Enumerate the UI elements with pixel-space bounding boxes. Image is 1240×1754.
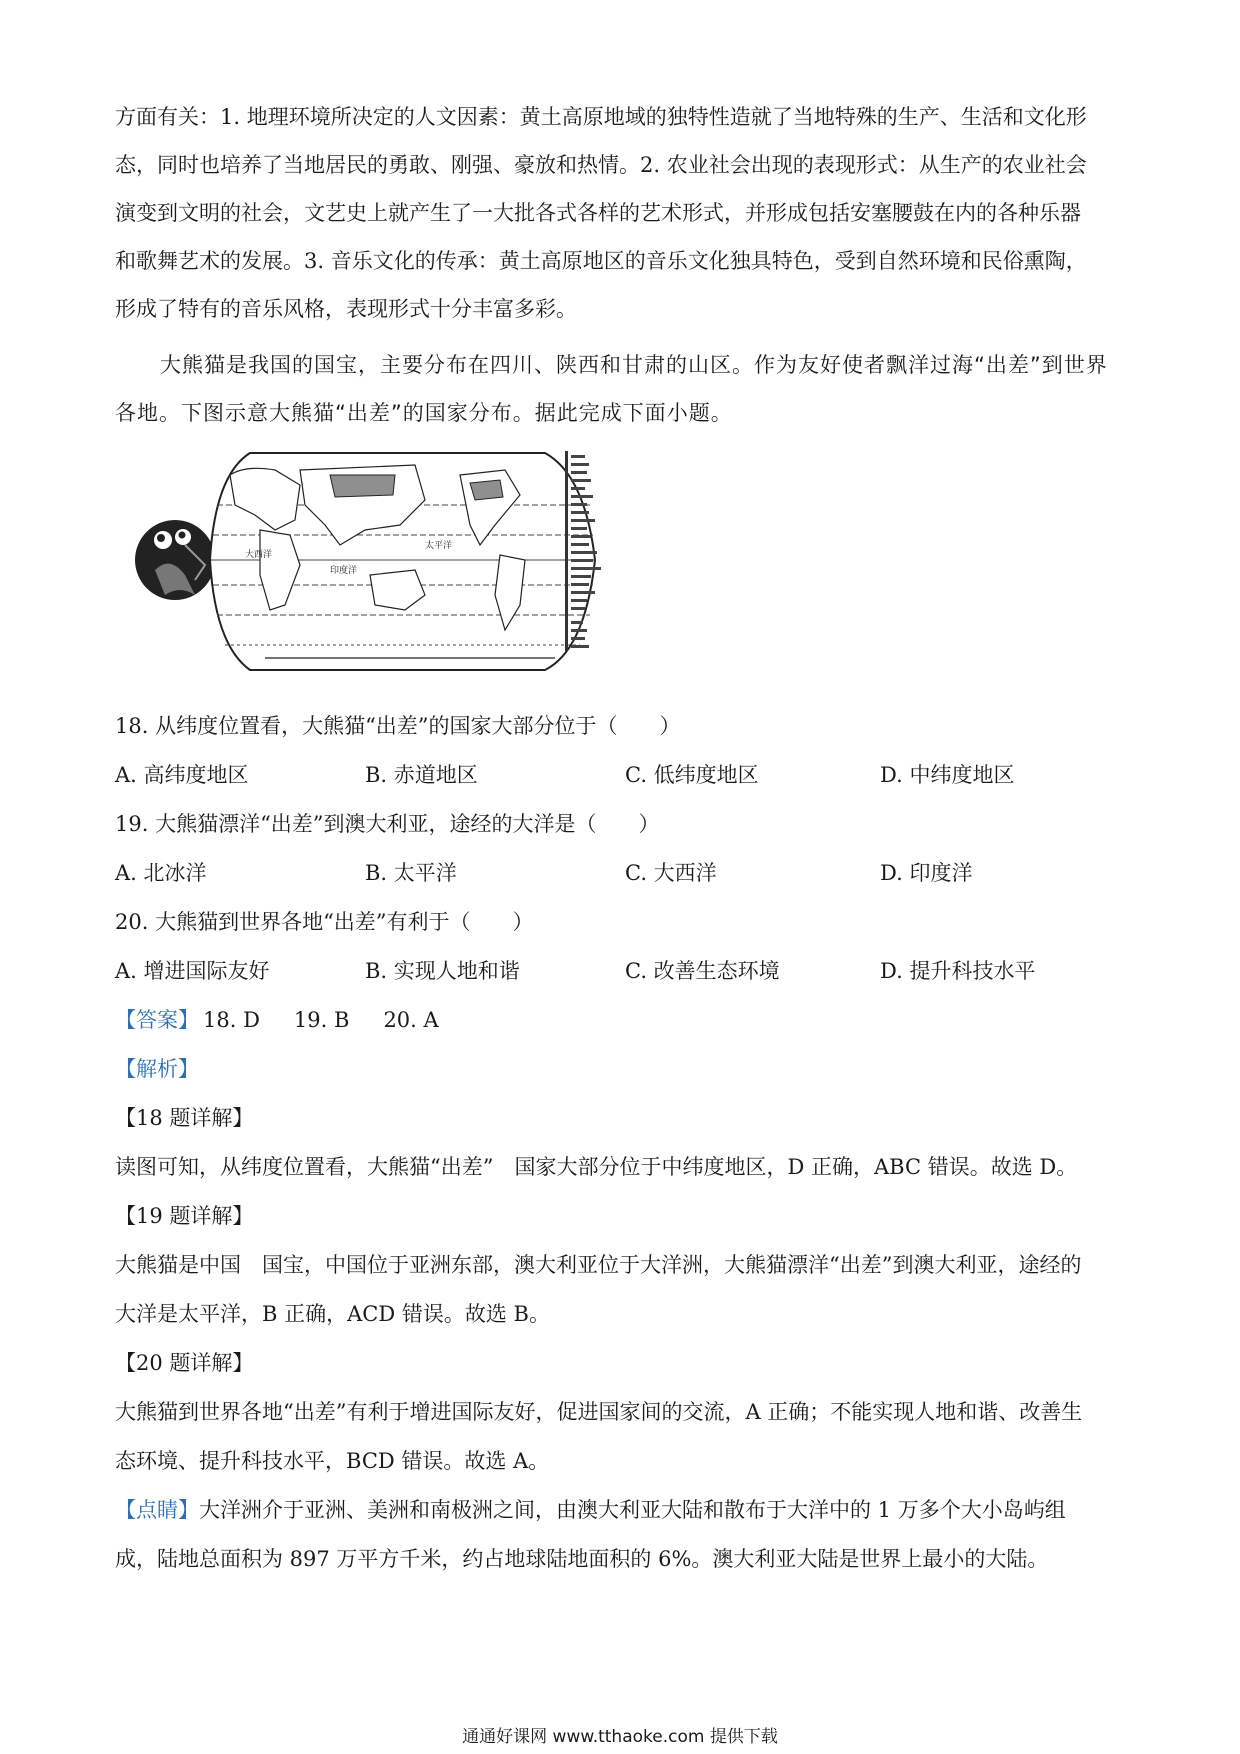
answer-row — [115, 1005, 1145, 1035]
question-18-stem: 18. 从纬度位置看，大熊猫“出差”的国家大部分位于（ ） — [115, 714, 681, 738]
intro-line-4: 和歌舞艺术的发展。3. 音乐文化的传承：黄土高原地区的音乐文化独具特色，受到自然环境和民俗熏陶， — [115, 249, 1087, 273]
answer-19: 19. B — [293, 1008, 350, 1032]
highlight-na-region — [470, 480, 503, 500]
q19-option-d: D. 印度洋 — [880, 861, 973, 885]
q20-option-d: D. 提升科技水平 — [880, 959, 1036, 983]
detail-20-line-1: 大熊猫到世界各地“出差”有利于增进国际友好，促进国家间的交流，A 正确；不能实现人地和谐、改善生 — [115, 1400, 1083, 1424]
page-footer: 通通好课网 www.tthaoke.com 提供下载 — [462, 1727, 778, 1747]
q18-option-a: A. 高纬度地区 — [115, 763, 249, 787]
detail-20-title: 【20 题详解】 — [115, 1351, 254, 1375]
detail-18-title: 【18 题详解】 — [115, 1106, 254, 1130]
q18-option-d: D. 中纬度地区 — [880, 763, 1015, 787]
answer-tag: 【答案】 — [115, 1008, 199, 1032]
panda-world-map-figure — [125, 445, 705, 685]
answer-20: 20. A — [383, 1008, 439, 1032]
detail-19-title: 【19 题详解】 — [115, 1204, 254, 1228]
tip-line-1 — [115, 1495, 1145, 1525]
intro-line-1: 方面有关：1. 地理环境所决定的人文因素：黄土高原地域的独特性造就了当地特殊的生产、生活和文化形 — [115, 105, 1087, 129]
q18-option-c: C. 低纬度地区 — [625, 763, 759, 787]
detail-18-line-1: 读图可知，从纬度位置看，大熊猫“出差” 国家大部分位于中纬度地区，D 正确，ABC 错误。故选 D。 — [115, 1155, 1078, 1179]
answer-18: 18. D — [203, 1008, 260, 1032]
q19-option-c: C. 大西洋 — [625, 861, 717, 885]
q20-option-c: C. 改善生态环境 — [625, 959, 780, 983]
ocean-label-atlantic: 大西洋 — [245, 550, 273, 560]
detail-19-line-1: 大熊猫是中国 国宝，中国位于亚洲东部，澳大利亚位于大洋洲，大熊猫漂洋“出差”到澳大利亚，途经的 — [115, 1253, 1082, 1277]
analysis-tag: 【解析】 — [115, 1057, 199, 1081]
tip-line-2: 成，陆地总面积为 897 万平方千米，约占地球陆地面积的 6%。澳大利亚大陆是世界上最小的大陆。 — [115, 1547, 1049, 1571]
highlight-asia-region — [330, 475, 395, 497]
q18-option-b: B. 赤道地区 — [365, 763, 478, 787]
stem-line-2: 各地。下图示意大熊猫“出差”的国家分布。据此完成下面小题。 — [115, 401, 733, 425]
q19-option-a: A. 北冰洋 — [115, 861, 207, 885]
panda-emblem — [135, 520, 215, 600]
detail-19-line-2: 大洋是太平洋，B 正确，ACD 错误。故选 B。 — [115, 1302, 550, 1326]
intro-line-2: 态，同时也培养了当地居民的勇敢、刚强、豪放和热情。2. 农业社会出现的表现形式：从生产的农业社会 — [115, 153, 1087, 177]
ocean-label-indian: 印度洋 — [330, 566, 358, 576]
ocean-label-pacific: 太平洋 — [425, 541, 453, 551]
intro-line-5: 形成了特有的音乐风格，表现形式十分丰富多彩。 — [115, 297, 577, 321]
tip-text-1: 大洋洲介于亚洲、美洲和南极洲之间，由澳大利亚大陆和散布于大洋中的 1 万多个大小岛屿组 — [199, 1498, 1066, 1522]
question-19-stem: 19. 大熊猫漂洋“出差”到澳大利亚，途经的大洋是（ ） — [115, 812, 660, 836]
q20-option-b: B. 实现人地和谐 — [365, 959, 520, 983]
world-map — [210, 453, 595, 670]
detail-20-line-2: 态环境、提升科技水平，BCD 错误。故选 A。 — [115, 1449, 550, 1473]
q19-option-b: B. 太平洋 — [365, 861, 457, 885]
tip-tag: 【点睛】 — [115, 1498, 199, 1522]
intro-line-3: 演变到文明的社会，文艺史上就产生了一大批各式各样的艺术形式，并形成包括安塞腰鼓在内的各种乐器 — [115, 201, 1081, 225]
stem-line-1: 大熊猫是我国的国宝，主要分布在四川、陕西和甘肃的山区。作为友好使者飘洋过海“出差”到世界 — [160, 353, 1108, 377]
q20-option-a: A. 增进国际友好 — [115, 959, 270, 983]
question-20-stem: 20. 大熊猫到世界各地“出差”有利于（ ） — [115, 910, 534, 934]
